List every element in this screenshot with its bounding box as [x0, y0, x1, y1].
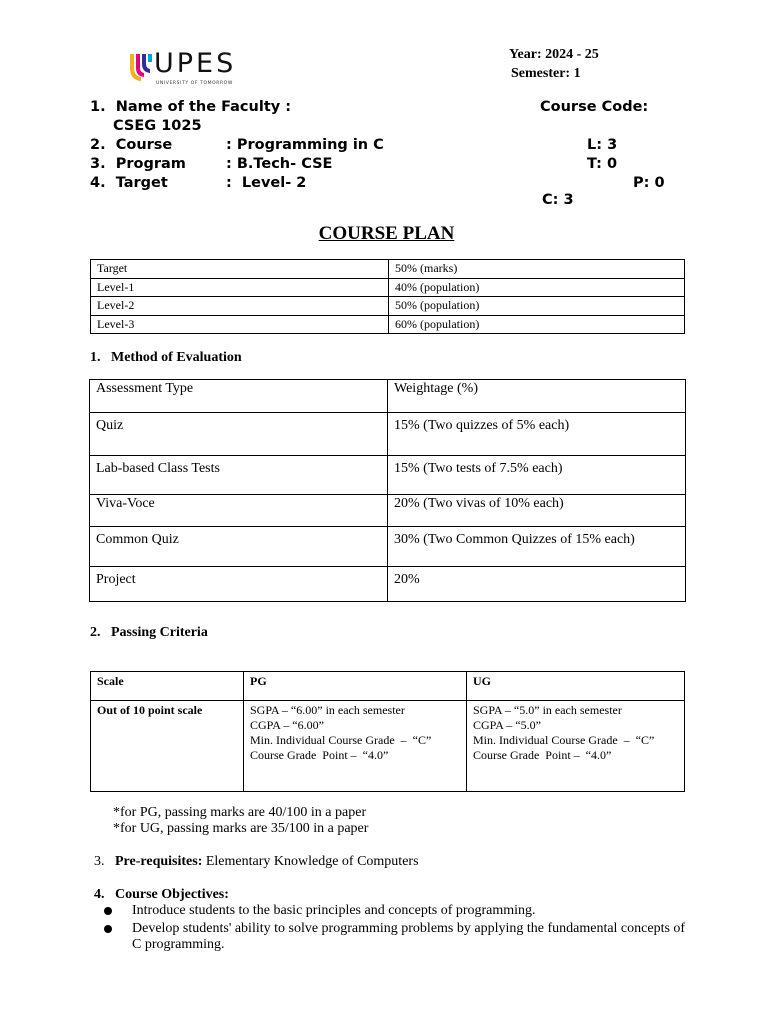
section-prerequisites: 3. Pre-requisites: Elementary Knowledge of Computers	[94, 854, 419, 869]
course-value: : Programming in C	[226, 137, 384, 153]
upes-logo	[128, 50, 238, 90]
table-cell: 40% (population)	[389, 278, 685, 297]
credits-p: P: 0	[633, 175, 665, 191]
table-cell: Level-3	[91, 315, 389, 334]
table-row	[91, 701, 685, 792]
table-cell: 50% (marks)	[389, 260, 685, 279]
list-item: Develop students' ability to solve programming problems by applying the fundamental concepts of C programming.	[102, 921, 687, 953]
evaluation-table	[89, 379, 686, 602]
faculty-label: Name of the Faculty :	[115, 99, 292, 115]
table-row	[90, 413, 686, 456]
table-row	[90, 495, 686, 527]
upes-shield-icon	[128, 50, 154, 86]
table-cell: 30% (Two Common Quizzes of 15% each)	[388, 527, 686, 567]
section-heading-objectives: 4. Course Objectives:	[94, 887, 229, 902]
credits-l: L: 3	[587, 137, 618, 153]
table-cell: 15% (Two quizzes of 5% each)	[388, 413, 686, 456]
table-cell: Quiz	[90, 413, 388, 456]
table-header: PG	[244, 672, 467, 701]
table-row	[90, 567, 686, 602]
table-cell: Out of 10 point scale	[91, 701, 244, 792]
table-row	[91, 278, 685, 297]
logo-tagline: UNIVERSITY OF TOMORROW	[156, 81, 233, 86]
table-row	[90, 380, 686, 413]
table-cell-pg: SGPA – “6.00” in each semester CGPA – “6.00” Min. Individual Course Grade – “C” Course Grade Point – “4.0”	[244, 701, 467, 792]
table-header: UG	[467, 672, 685, 701]
course-code-value: CSEG 1025	[113, 118, 202, 134]
table-cell: Lab-based Class Tests	[90, 456, 388, 495]
year-label: Year: 2024 - 25	[509, 47, 599, 62]
table-cell: 20%	[388, 567, 686, 602]
section-heading-passing: 2. Passing Criteria	[90, 625, 208, 640]
credits-t: T: 0	[587, 156, 618, 172]
table-cell: Viva-Voce	[90, 495, 388, 527]
table-cell: 15% (Two tests of 7.5% each)	[388, 456, 686, 495]
table-row	[90, 527, 686, 567]
table-cell: Target	[91, 260, 389, 279]
table-row	[91, 297, 685, 316]
program-line: 3. Program	[90, 156, 186, 172]
semester-label: Semester: 1	[511, 66, 581, 81]
table-cell: 50% (population)	[389, 297, 685, 316]
table-row	[91, 315, 685, 334]
note-ug: *for UG, passing marks are 35/100 in a paper	[113, 821, 369, 836]
target-value: : Level- 2	[226, 175, 307, 191]
note-pg: *for PG, passing marks are 40/100 in a paper	[113, 805, 367, 820]
course-code-label: Course Code:	[540, 99, 649, 115]
table-cell: Common Quiz	[90, 527, 388, 567]
table-cell: Assessment Type	[90, 380, 388, 413]
logo-wordmark: UPES	[154, 48, 237, 79]
table-cell: Level-1	[91, 278, 389, 297]
bullet-icon	[104, 907, 112, 915]
table-header: Scale	[91, 672, 244, 701]
passing-criteria-table	[90, 671, 685, 792]
table-row	[91, 260, 685, 279]
table-cell: 20% (Two vivas of 10% each)	[388, 495, 686, 527]
table-cell: Level-2	[91, 297, 389, 316]
objectives-list	[102, 903, 687, 953]
table-cell: Project	[90, 567, 388, 602]
bullet-icon	[104, 925, 112, 933]
target-table	[90, 259, 685, 334]
table-cell: Weightage (%)	[388, 380, 686, 413]
table-cell-ug: SGPA – “5.0” in each semester CGPA – “5.0” Min. Individual Course Grade – “C” Course Grade Point – “4.0”	[467, 701, 685, 792]
course-line: 2. Course	[90, 137, 173, 153]
program-value: : B.Tech- CSE	[226, 156, 333, 172]
table-cell: 60% (population)	[389, 315, 685, 334]
section-heading-evaluation: 1. Method of Evaluation	[90, 350, 242, 365]
table-header-row	[91, 672, 685, 701]
target-line: 4. Target	[90, 175, 168, 191]
credits-c: C: 3	[542, 192, 574, 208]
table-row	[90, 456, 686, 495]
faculty-line: 1. Name of the Faculty :	[90, 99, 292, 115]
list-item: Introduce students to the basic principles and concepts of programming.	[102, 903, 687, 919]
page-title: COURSE PLAN	[318, 223, 455, 244]
